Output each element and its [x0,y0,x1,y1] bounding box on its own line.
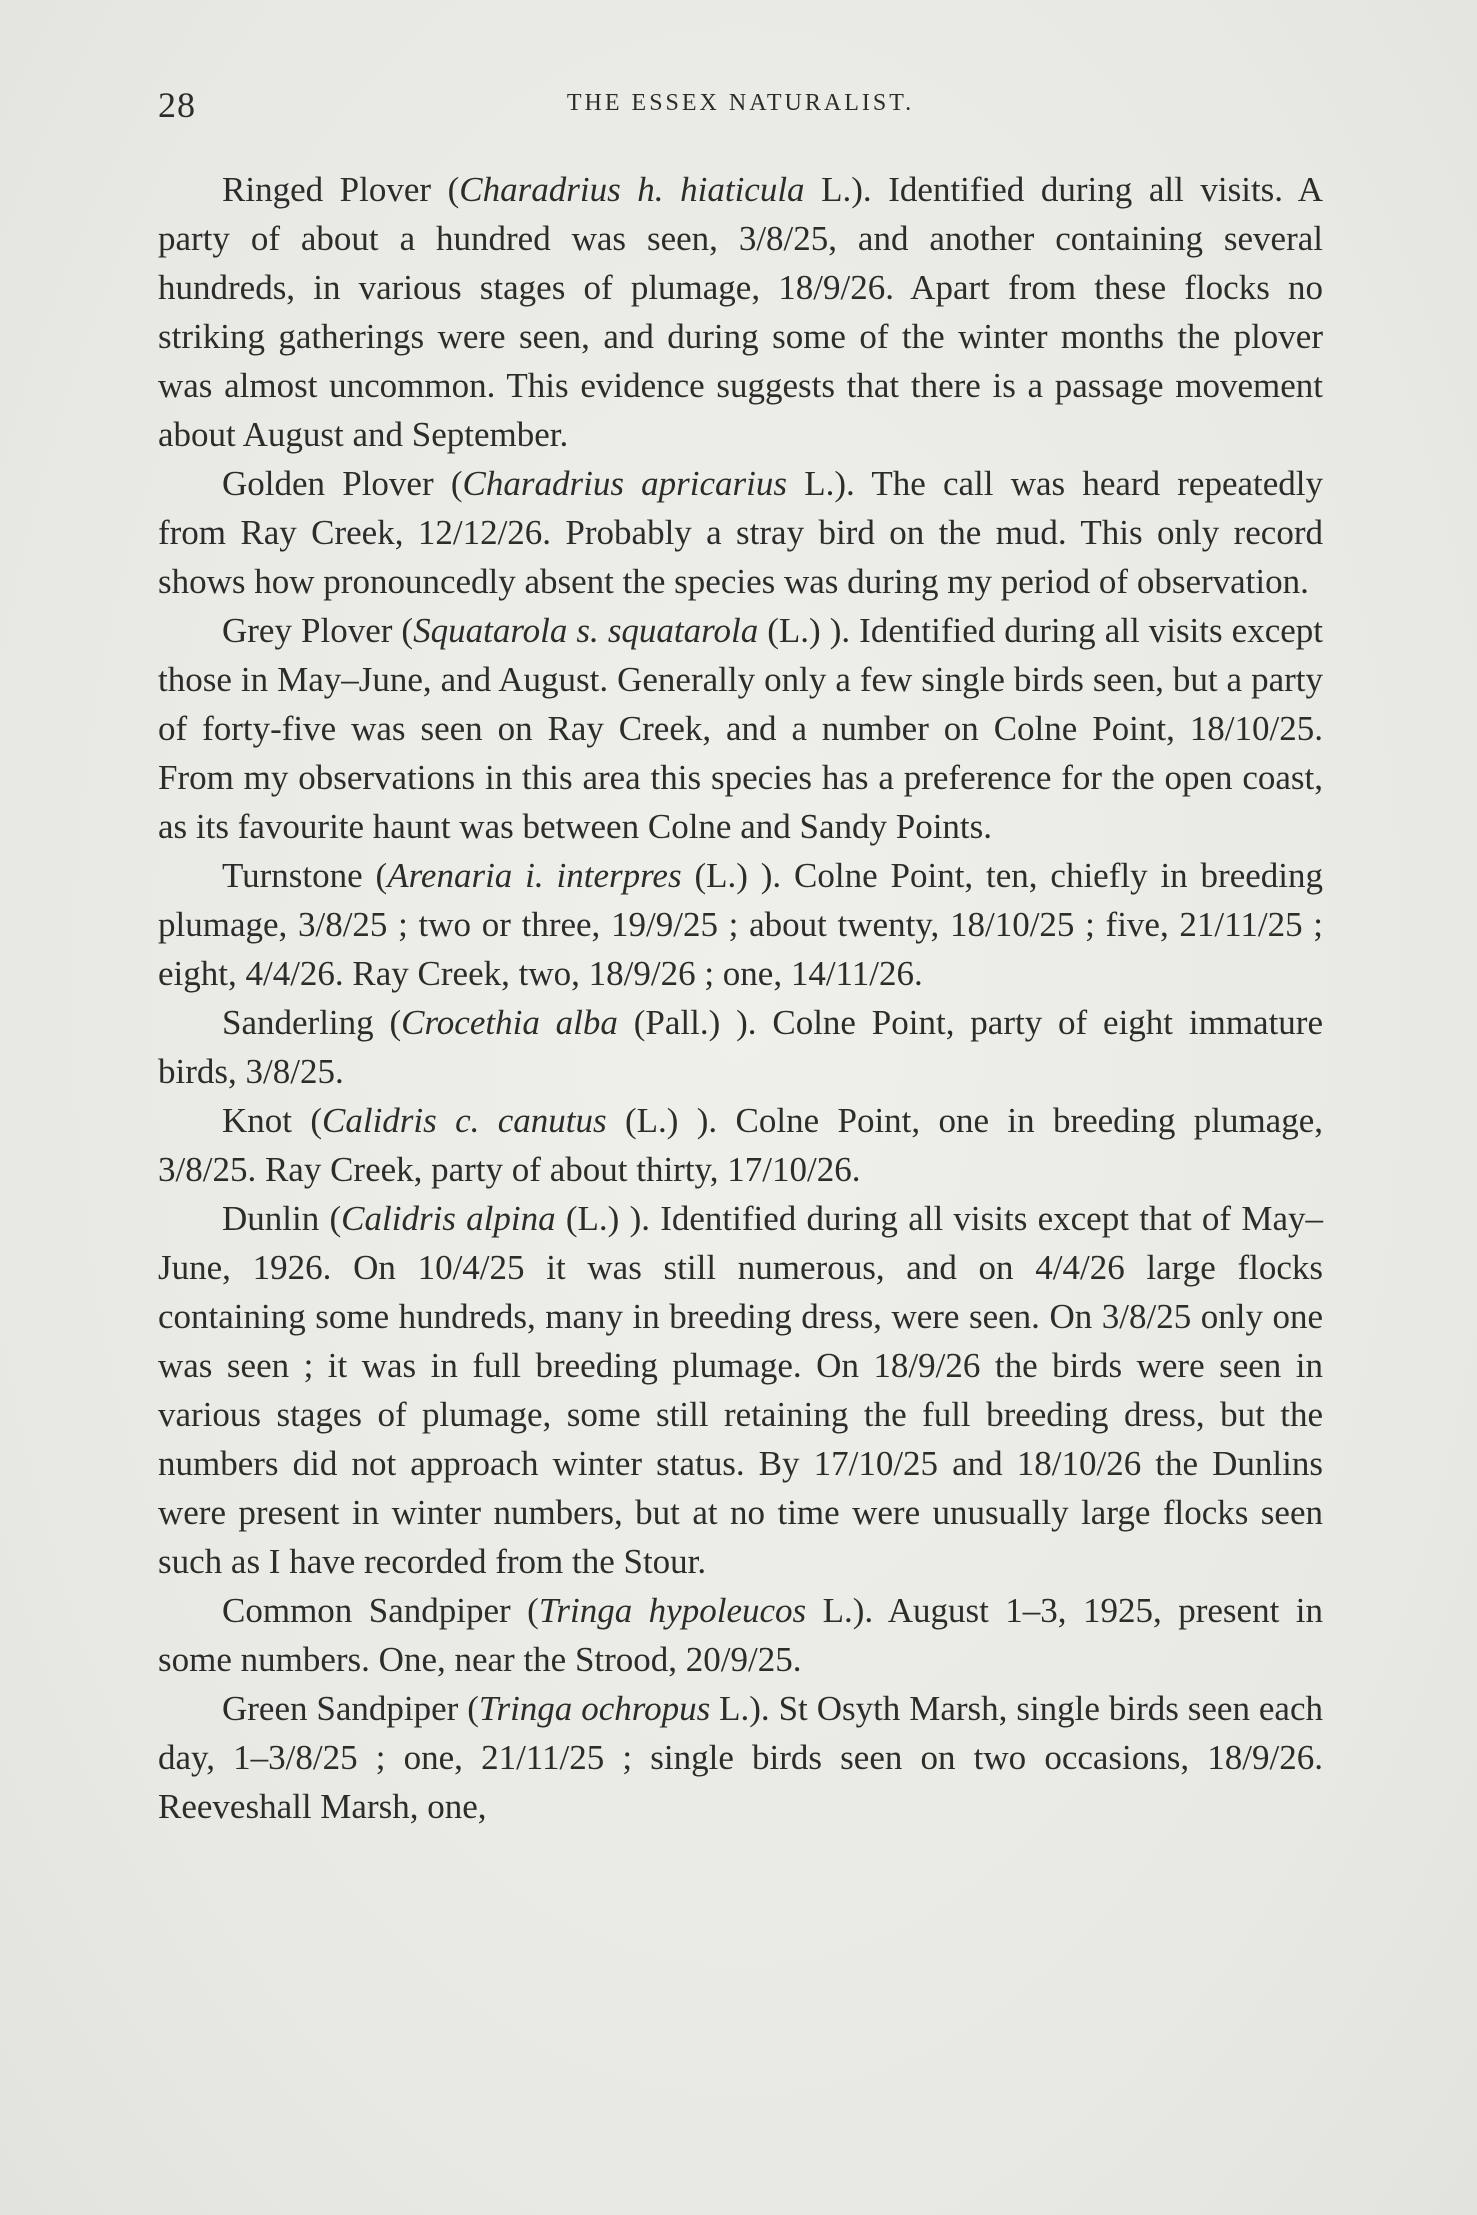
latin-name: Calidris c. canutus [322,1101,607,1140]
species-name: Ringed Plover [222,170,432,209]
entry-common-sandpiper: Common Sandpiper (Tringa hypoleucos L.). August 1–3, 1925, present in some numbers. One, near the Strood, 20/9/25. [158,1591,1324,1679]
entry-golden-plover: Golden Plover (Charadrius apricarius L.). The call was heard repeatedly from Ray Creek, 12/12/26. Probably a stray bird on the mud. This only record shows how pronouncedly absent the species was during my period of observation. [158,464,1324,601]
entry-sanderling: Sanderling (Crocethia alba (Pall.) ). Colne Point, party of eight immature birds, 3/8/25. [158,1003,1323,1091]
species-name: Knot [222,1101,292,1140]
entry-knot: Knot (Calidris c. canutus (L.) ). Colne Point, one in breeding plumage, 3/8/25. Ray Creek, party of about thirty, 17/10/26. [158,1101,1324,1189]
latin-name: Tringa ochropus [478,1689,711,1728]
entry-text: L.). The call was heard repeatedly from Ray Creek, 12/12/26. Probably a stray bird on the mud. This only record shows how pronouncedly absent the species was during my period of observation. [158,464,1324,601]
species-name: Dunlin [222,1199,320,1238]
entry-text: (L.) ). Colne Point, ten, chiefly in breeding plumage, 3/8/25 ; two or three, 19/9/25 ; about twenty, 18/10/25 ; five, 21/11/25 ; eight, 4/4/26. Ray Creek, two, 18/9/26 ; one, 14/11/26. [158,856,1324,993]
entry-text: (L.) ). Colne Point, one in breeding plumage, 3/8/25. Ray Creek, party of about thirty, 17/10/26. [158,1101,1324,1189]
species-name: Sanderling [222,1003,374,1042]
latin-name: Arenaria i. interpres [387,856,682,895]
species-name: Golden Plover [222,464,434,503]
species-name: Turnstone [222,856,363,895]
latin-name: Charadrius apricarius [462,464,788,503]
page-header [158,84,1323,134]
latin-name: Calidris alpina [341,1199,556,1238]
entry-ringed-plover: Ringed Plover (Charadrius h. hiaticula L.). Identified during all visits. A party of about a hundred was seen, 3/8/25, and another containing several hundreds, in various stages of plumage, 18/9/26. Apart from these flocks no striking gatherings were seen, and during some of the winter months the plover was almost uncommon. This evidence suggests that there is a passage movement about August and September. [158,170,1323,454]
latin-name: Tringa hypoleucos [538,1591,807,1630]
species-name: Grey Plover [222,611,393,650]
latin-name: Squatarola s. squatarola [413,611,759,650]
species-name: Green Sandpiper [222,1689,459,1728]
latin-name: Charadrius h. hiaticula [459,170,805,209]
running-title: THE ESSEX NATURALIST. [566,90,915,116]
species-name: Common Sandpiper [222,1591,511,1630]
latin-name: Crocethia alba [401,1003,618,1042]
entry-text: L.). St Osyth Marsh, single birds seen each day, 1–3/8/25 ; one, 21/11/25 ; single birds seen on two occasions, 18/9/26. Reeveshall Marsh, one, [158,1689,1323,1826]
entry-grey-plover: Grey Plover (Squatarola s. squatarola (L.) ). Identified during all visits except those in May–June, and August. Generally only a few single birds seen, but a party of forty-five was seen on Ray Creek, and a number on Colne Point, 18/10/25. From my observations in this area this species has a preference for the open coast, as its favourite haunt was between Colne and Sandy Points. [158,611,1323,846]
page-number: 28 [158,85,196,125]
entry-text: L.). August 1–3, 1925, present in some numbers. One, near the Strood, 20/9/25. [158,1591,1324,1679]
entry-text: (L.) ). Identified during all visits except that of May–June, 1926. On 10/4/25 it was still numerous, and on 4/4/26 large flocks containing some hundreds, many in breeding dress, were seen. On 3/8/25 only one was seen ; it was in full breeding plumage. On 18/9/26 the birds were seen in various stages of plumage, some still retaining the full breeding dress, but the numbers did not approach winter status. By 17/10/25 and 18/10/26 the Dunlins were present in winter numbers, but at no time were unusually large flocks seen such as I have recorded from the Stour. [158,1199,1323,1581]
entry-green-sandpiper: Green Sandpiper (Tringa ochropus L.). St Osyth Marsh, single birds seen each day, 1–3/8/25 ; one, 21/11/25 ; single birds seen on two occasions, 18/9/26. Reeveshall Marsh, one, [158,1689,1323,1826]
entry-text: (Pall.) ). Colne Point, party of eight immature birds, 3/8/25. [158,1003,1323,1091]
entry-text: (L.) ). Identified during all visits except those in May–June, and August. Generally only a few single birds seen, but a party of forty-five was seen on Ray Creek, and a number on Colne Point, 18/10/25. From my observations in this area this species has a preference for the open coast, as its favourite haunt was between Colne and Sandy Points. [158,611,1323,846]
entry-dunlin: Dunlin (Calidris alpina (L.) ). Identified during all visits except that of May–June, 1926. On 10/4/25 it was still numerous, and on 4/4/26 large flocks containing some hundreds, many in breeding dress, were seen. On 3/8/25 only one was seen ; it was in full breeding plumage. On 18/9/26 the birds were seen in various stages of plumage, some still retaining the full breeding dress, but the numbers did not approach winter status. By 17/10/25 and 18/10/26 the Dunlins were present in winter numbers, but at no time were unusually large flocks seen such as I have recorded from the Stour. [158,1199,1323,1581]
entry-turnstone: Turnstone (Arenaria i. interpres (L.) ). Colne Point, ten, chiefly in breeding plumage, 3/8/25 ; two or three, 19/9/25 ; about twenty, 18/10/25 ; five, 21/11/25 ; eight, 4/4/26. Ray Creek, two, 18/9/26 ; one, 14/11/26. [158,856,1324,993]
body-text [158,165,1323,1831]
entry-text: L.). Identified during all visits. A party of about a hundred was seen, 3/8/25, and another containing several hundreds, in various stages of plumage, 18/9/26. Apart from these flocks no striking gatherings were seen, and during some of the winter months the plover was almost uncommon. This evidence suggests that there is a passage movement about August and September. [158,170,1323,454]
